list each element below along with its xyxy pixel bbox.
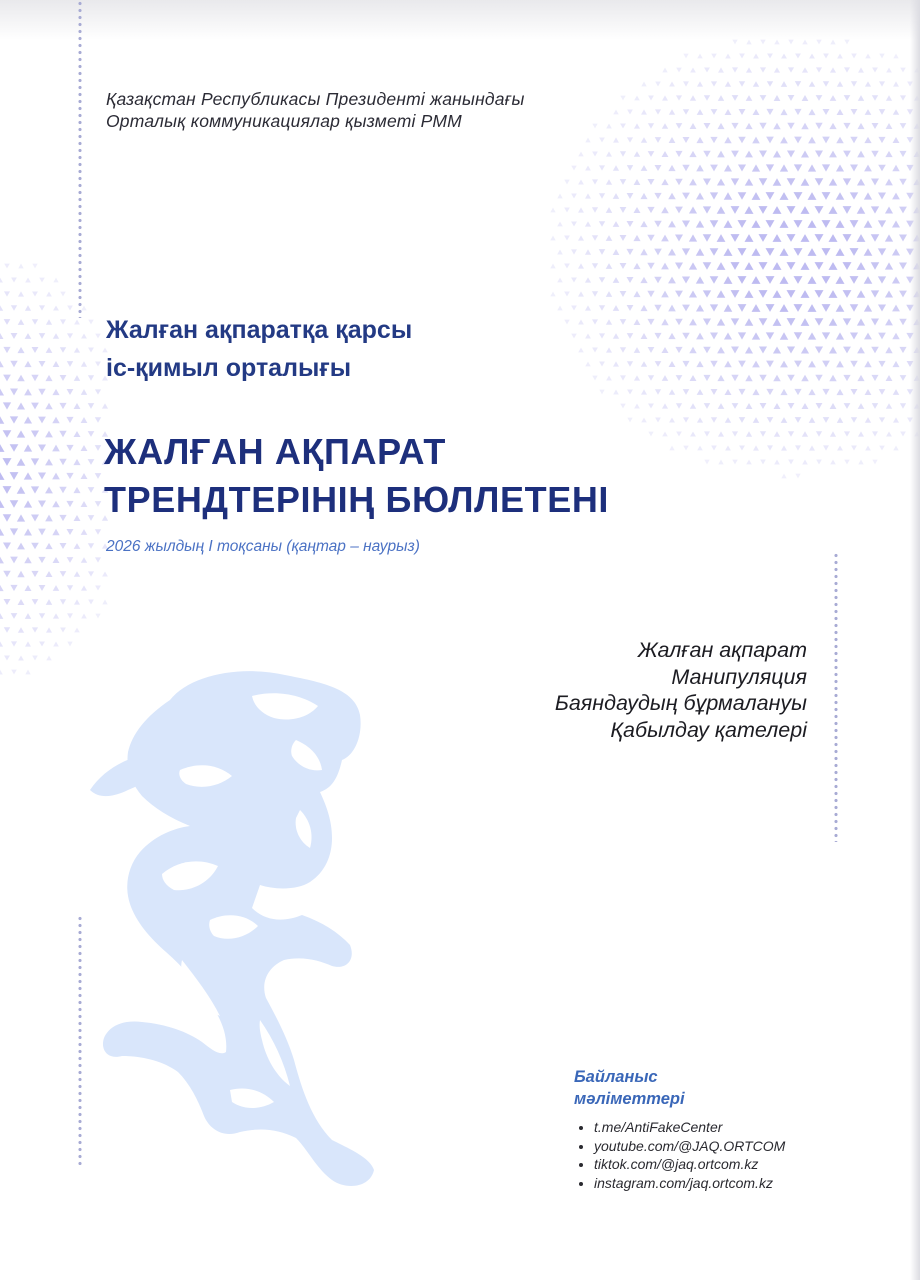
topics-list [555,637,807,743]
dotted-line-left-top [78,0,82,318]
contact-link-instagram[interactable]: • instagram.com/jaq.ortcom.kz [594,1174,874,1193]
organization-name [106,88,525,132]
contact-link-tiktok[interactable]: • tiktok.com/@jaq.ortcom.kz [594,1155,874,1174]
contacts-title-line-2: мәліметтері [574,1090,685,1108]
topic-item: Баяндаудың бұрмалануы [554,691,807,715]
contacts-title [574,1066,874,1110]
reporting-period: 2026 жылдың I тоқсаны (қаңтар – наурыз) [106,538,420,555]
center-name [106,311,412,387]
bulletin-title-line-2: ТРЕНДТЕРІНІҢ БЮЛЛЕТЕНІ [104,479,610,520]
bulletin-title-line-1: ЖАЛҒАН АҚПАРАТ [104,431,446,472]
org-line-2: Орталық коммуникациялар қызметі РММ [106,111,462,131]
snow-leopard-emblem [70,660,390,1200]
contacts-title-line-1: Байланыс [574,1068,658,1086]
bulletin-title [104,428,609,524]
dotted-line-right [834,552,838,842]
topic-item: Манипуляция [671,664,807,689]
topic-item: Қабылдау қателері [610,717,807,742]
contacts-links [574,1118,874,1192]
center-name-line-1: Жалған ақпаратқа қарсы [106,316,413,344]
contact-link-telegram[interactable]: • t.me/AntiFakeCenter [594,1118,874,1137]
center-name-line-2: іс-қимыл орталығы [106,354,352,382]
contact-link-youtube[interactable]: • youtube.com/@JAQ.ORTCOM [594,1137,874,1156]
page-edge-shadow [910,0,920,1280]
topic-item: Жалған ақпарат [637,638,807,662]
contacts-section [574,1066,874,1192]
org-line-1: Қазақстан Республикасы Президенті жанындағы [106,89,525,109]
